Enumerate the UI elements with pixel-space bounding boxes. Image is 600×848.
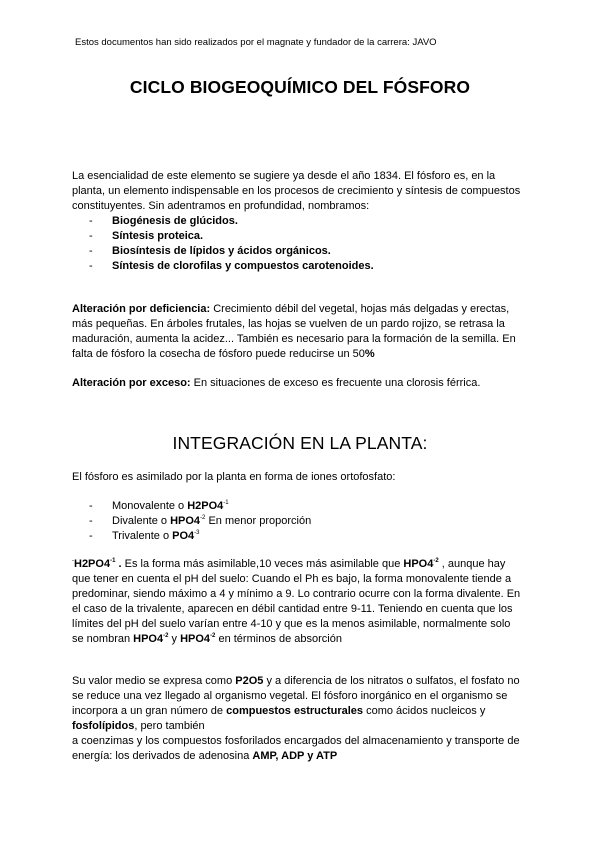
ion-prefix: Monovalente o [112,500,188,512]
intro-line: La esencialidad de este elemento se sugiere ya desde el año 1834. El fósforo es, en la [72,170,496,182]
medium-text: incorpora a un gran número de [72,705,227,717]
ion-charge: -2 [200,515,206,521]
process-item: Biosíntesis de lípidos y ácidos orgánicos. [112,245,331,257]
period: . [115,558,122,570]
forms-line: límites del pH del suelo varían entre 4-10 y que es la menos asimilable, normalmente solo [72,618,511,630]
section-title: INTEGRACIÓN EN LA PLANTA: [172,433,428,453]
medium-line [72,719,528,734]
bullet-dash: - [89,530,93,542]
forms-text: , aunque hay [438,558,506,570]
ion-list [72,499,528,544]
list-item [72,529,528,544]
deficiency-paragraph [72,302,528,362]
ion-charge: -1 [223,500,229,506]
bullet-dash: - [89,215,93,227]
medium-text: energía: los derivados de adenosina [72,750,253,762]
percent-sign: % [364,348,375,360]
ion-formula: H2PO4 [187,500,224,512]
deficiency-line [72,302,528,317]
process-list [72,214,528,274]
intro-paragraph [72,169,528,214]
ion-charge: -3 [194,530,200,536]
list-item [72,499,528,514]
bullet-dash: - [89,500,93,512]
bullet-dash: - [89,230,93,242]
medium-text: y a diferencia de los nitratos o sulfatos, el fosfato no [263,675,520,687]
process-item: Síntesis de clorofilas y compuestos carotenoides. [112,260,374,272]
ion-formula: H2PO4 [74,558,111,570]
bullet-dash: - [89,245,93,257]
medium-line [72,749,528,764]
list-item [72,229,528,244]
excess-paragraph [72,376,528,391]
bullet-dash: - [89,260,93,272]
deficiency-line [72,347,528,362]
medium-text: como ácidos nucleicos y [363,705,486,717]
deficiency-text: Crecimiento débil del vegetal, hojas más delgadas y erectas, [210,303,510,315]
formula-p2o5: P2O5 [235,675,264,687]
ion-formula: PO4 [172,530,195,542]
structural-compounds: compuestos estructurales [226,705,364,717]
deficiency-label: Alteración por deficiencia: [72,303,211,315]
adenosine-derivatives: AMP, ADP y ATP [252,750,338,762]
medium-paragraph [72,674,528,764]
forms-text: en términos de absorción [215,633,342,645]
ion-formula: HPO4 [170,515,201,527]
forms-line: que tener en cuenta el pH del suelo: Cuando el Ph es bajo, la forma monovalente tiende a [72,573,512,585]
medium-text: Su valor medio se expresa como [72,675,236,687]
ion-formula: HPO4 [403,558,434,570]
deficiency-text: falta de fósforo la cosecha de fósforo puede reducirse un 50 [72,348,365,360]
ion-formula: HPO4 [133,633,164,645]
ion-prefix: Divalente o [112,515,171,527]
excess-label: Alteración por exceso: [72,377,191,389]
process-item: Síntesis proteica. [112,230,204,242]
medium-line [72,674,528,689]
forms-line: el caso de la trivalente, aparecen en débil cantidad entre 9-11. Teniendo en cuenta que los [72,603,513,615]
forms-line [72,632,528,647]
forms-line: predominar, siendo máximo a 4 y mínimo a 9. Lo contrario ocurre con la forma divalente. En [72,588,521,600]
deficiency-line: maduración, aumenta la acidez... También es necesario para la formación de la semilla. En [72,333,516,345]
list-item [72,214,528,229]
ion-charge: -2 [210,633,216,639]
ion-suffix: En menor proporción [205,515,312,527]
forms-text: se nombran [72,633,134,645]
medium-line: se reduce una vez llegado al organismo vegetal. El fósforo inorgánico en el organismo se [72,690,508,702]
medium-text: , pero también [134,720,205,732]
process-item: Biogénesis de glúcidos. [112,215,238,227]
bullet-dash: - [89,515,93,527]
forms-paragraph [72,557,528,647]
ion-prefix: Trivalente o [112,530,173,542]
list-item [72,514,528,529]
deficiency-line: más pequeñas. En árboles frutales, las hojas se vuelven de un pardo rojizo, se retrasa la [72,318,505,330]
excess-text: En situaciones de exceso es frecuente una clorosis férrica. [190,377,481,389]
medium-line [72,704,528,719]
phospholipids: fosfolípidos [72,720,135,732]
ion-charge: -2 [433,558,439,564]
header-note: Estos documentos han sido realizados por el magnate y fundador de la carrera: JAVO [75,37,437,48]
forms-text: y [168,633,181,645]
ion-charge: -2 [163,633,169,639]
assimilation-text: El fósforo es asimilado por la planta en forma de iones ortofosfato: [72,471,396,483]
list-item [72,259,528,274]
main-title: CICLO BIOGEOQUÍMICO DEL FÓSFORO [129,77,471,97]
list-item [72,244,528,259]
forms-text: Es la forma más asimilable,10 veces más asimilable que [121,558,404,570]
ion-charge: -1 [110,558,116,564]
intro-line: constituyentes. Sin adentramos en profundidad, nombramos: [72,200,370,212]
ion-formula: HPO4 [180,633,211,645]
intro-line: planta, un elemento indispensable en los procesos de crecimiento y síntesis de compuestos [72,185,521,197]
lead-mark: - [72,558,74,564]
forms-line [72,557,528,572]
medium-line: a coenzimas y los compuestos fosforilados encargados del almacenamiento y transporte de [72,735,520,747]
